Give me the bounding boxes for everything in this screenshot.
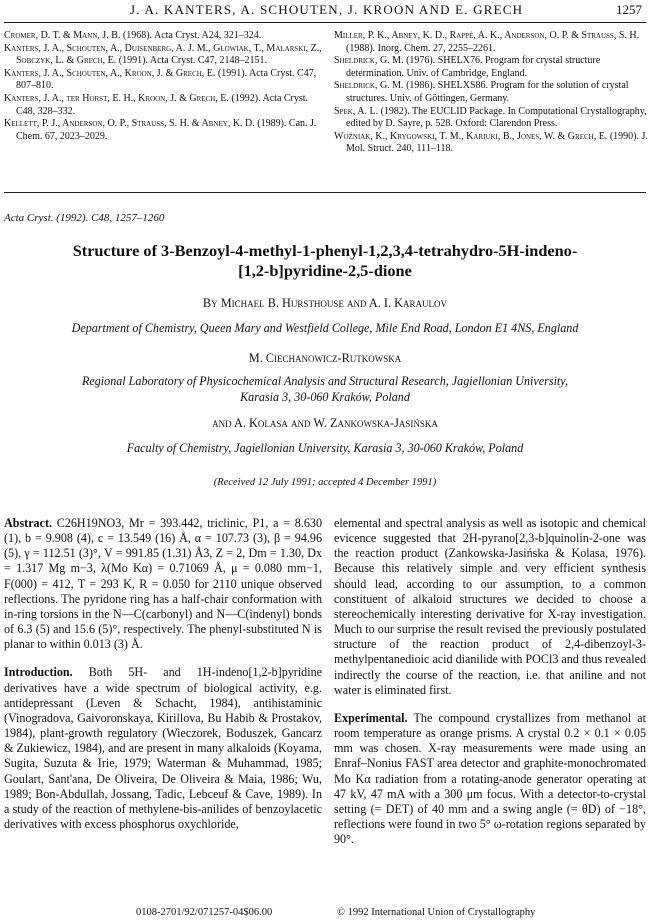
- abstract-paragraph: Abstract. C26H19NO3, Mr = 393.442, triclinic, P1, a = 8.630 (1), b = 9.908 (4), c = 13.549 (16) Å, α = 107.73 (3), β = 94.96 (5), γ = 112.51 (3)°, V = 991.85 (1.31) Å3, Z = 2, Dm = 1.30, Dx = 1.317 Mg m−3, λ(Mo Kα) = 0.71069 Å, μ = 0.080 mm−1, F(000) = 412, T = 293 K, R = 0.050 for 2110 unique observed reflections. The pyridone ring has a half-chair conformation with in-ring torsions in the N—C(carbonyl) and N—C(indenyl) bonds of 6.3 (5) and 15.6 (5)°, respectively. The phenyl-substituted N is planar to within 0.013 (3) Å.: [4, 516, 322, 652]
- reference-entry: Kanters, J. A., Schouten, A., Duisenberg, A. J. M., Głowiak, T., Malarski, Z., Sobczyk, L. & Grech, E. (1991). Acta Cryst. C47, 2148–2151.: [4, 42, 322, 67]
- section-rule: [4, 192, 646, 193]
- running-head: [0, 2, 650, 22]
- references-left-column: [4, 30, 322, 143]
- title-line-2: [1,2-b]pyridine-2,5-dione: [238, 261, 412, 280]
- reference-entry: Kanters, J. A., Schouten, A., Kroon, J. & Grech, E. (1991). Acta Cryst. C47, 807–810.: [4, 67, 317, 92]
- experimental-paragraph: Experimental. The compound crystallizes from methanol at room temperature as orange prisms. A crystal 0.2 × 0.1 × 0.05 mm was chosen. X-ray measurements were made using an Enraf–Nonius FAST area detector and graphite-monochromated Mo Kα radiation from a rotating-anode generator operating at 47 kV, 47 mA with a 300 μm focus. With a detector-to-crystal setting (= DET) of 40 mm and a swing angle (= θD) of −18°, reflections were found in two 5° ω-rotation regions separated by 90°.: [334, 710, 646, 847]
- body-left-column: [4, 516, 322, 832]
- title-line-1: Structure of 3-Benzoyl-4-methyl-1-phenyl-1,2,3,4-tetrahydro-5H-indeno-: [72, 241, 578, 260]
- reference-entry: Kellett, P. J., Anderson, O. P., Strauss, S. H. & Abney, K. D. (1989). Can. J. Chem. 67, 2023–2029.: [4, 118, 317, 142]
- page-number: 1257: [616, 2, 642, 17]
- introduction-heading: Introduction.: [4, 665, 73, 680]
- byline-1: By Michael B. Hursthouse and A. I. Karaulov: [202, 296, 448, 310]
- experimental-heading: Experimental.: [334, 710, 408, 725]
- header-rule: [4, 22, 646, 23]
- paper-title: [20, 241, 630, 281]
- copyright: © 1992 International Union of Crystallography: [337, 907, 536, 918]
- reference-entry: Miller, P. K., Abney, K. D., Rappé, A. K., Anderson, O. P. & Strauss, S. H. (1988). Inorg. Chem. 27, 2255–2261.: [334, 30, 640, 54]
- reference-entry: Sheldrick, G. M. (1986). SHELXS86. Program for the solution of crystal structures. Univ. of Göttingen, Germany.: [334, 80, 629, 104]
- byline-2: M. Ciechanowicz-Rutkowska: [248, 351, 402, 365]
- reference-entry: Cromer, D. T. & Mann, J. B. (1968). Acta Cryst. A24, 321–324.: [4, 30, 262, 41]
- running-head-authors: J. A. KANTERS, A. SCHOUTEN, J. KROON AND E. GRECH: [130, 2, 524, 17]
- journal-citation: Acta Cryst. (1992). C48, 1257–1260: [4, 212, 165, 224]
- affiliation-1: Department of Chemistry, Queen Mary and Westfield College, Mile End Road, London E1 4NS, England: [71, 321, 579, 335]
- reference-entry: Spek, A. L. (1982). The EUCLID Package. In Computational Crystallography, edited by D. Sayre, p. 528. Oxford: Clarendon Press.: [334, 105, 647, 130]
- abstract-heading: Abstract.: [4, 516, 53, 530]
- references-right-column: [334, 30, 648, 156]
- byline-3: and A. Kolasa and W. Zankowska-Jasińska: [212, 416, 438, 430]
- reference-entry: Woźniak, K., Krygowski, T. M., Kariuki, B., Jones, W. & Grech, E. (1990). J. Mol. Struct. 240, 111–118.: [334, 130, 648, 155]
- reference-entry: Kanters, J. A., ter Horst, E. H., Kroon, J. & Grech, E. (1992). Acta Cryst. C48, 328–332.: [4, 92, 309, 117]
- affiliation-2: Regional Laboratory of Physicochemical Analysis and Structural Research, Jagiellonian University, Karasia 3, 30-060 Kraków, Poland: [81, 374, 569, 404]
- reference-entry: Sheldrick, G. M. (1976). SHELX76. Program for crystal structure determination. Univ. of Cambridge, England.: [334, 55, 601, 79]
- affiliation-3: Faculty of Chemistry, Jagiellonian University, Karasia 3, 30-060 Kraków, Poland: [126, 441, 524, 455]
- introduction-paragraph: Introduction. Both 5H- and 1H-indeno[1,2-b]pyridine derivatives have a wide spectrum of biological activity, e.g. antidepressant (Leven & Schacht, 1984), antihistaminic (Vinogradova, Gaivoronskaya, Kirillova, Bu Habib & Prostakov, 1984), plant-growth regulatory (Wieczorek, Boduszek, Gancarz & Zukiewicz, 1984), and are present in many alkaloids (Koyama, Sugita, Suzuta & Irie, 1979; Waterman & Muhammad, 1985; Goulart, Sant'ana, De Oliveira, De Oliveira & Maia, 1986; Wu, 1989; Bon-Abdullah, Jossang, Tadic, Lebceuf & Cave, 1989). In a study of the reaction of methylene-bis-anilides of benzoylacetic derivatives with excess phosphorus oxychloride,: [4, 665, 322, 831]
- body-right-column: [334, 516, 646, 847]
- article-code: 0108-2701/92/071257-04$06.00: [136, 907, 273, 918]
- received-dates: (Received 12 July 1991; accepted 4 December 1991): [213, 477, 437, 488]
- introduction-continued-paragraph: elemental and spectral analysis as well as isotopic and chemical evicence suggested that 2H-pyrano[2,3-b]quinolin-2-one was the reaction product (Zankowska-Jasińska & Kolasa, 1976). Because this relatively simple and very efficient synthesis should lead, according to our assumption, to a common constituent of alkaloid structures we decided to choose a stereochemically interesting derivative for X-ray investigation. Much to our surprise the result revised the previously postulated structure of the reaction product of 2,4-dibenzoyl-3-methylpentanedioic acid dianilide with POCl3 and thus revealed indirectly the course of the reaction, i.e. that aniline and not water is eliminated first.: [334, 516, 647, 697]
